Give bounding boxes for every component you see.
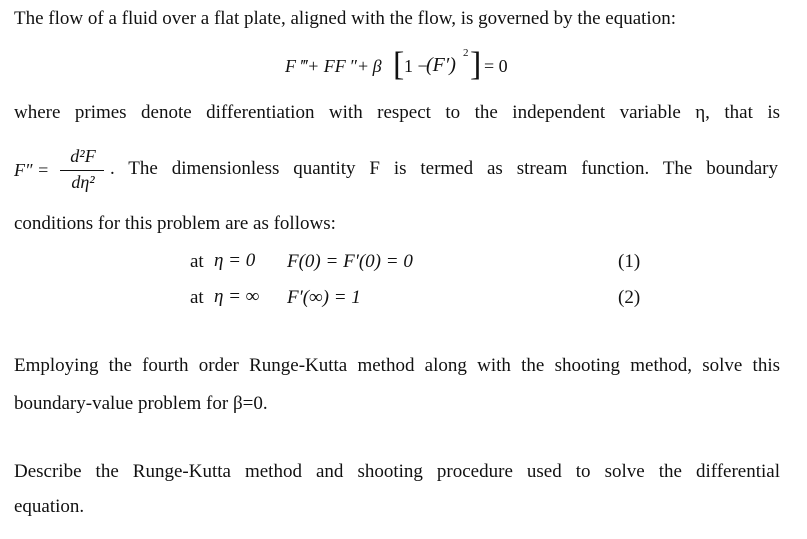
task1-line1: Employing the fourth order Runge-Kutta method along with the shooting method, solve this [14,355,780,376]
bc-number: (2) [618,287,641,308]
task1-line2: boundary-value problem for β=0. [14,393,268,414]
conditions-intro: conditions for this problem are as follows: [14,213,336,234]
task2-line1: Describe the Runge-Kutta method and shooting procedure used to solve the differential [14,461,780,482]
fraction-bar [60,170,104,171]
definition-lhs: F″ = [14,160,50,180]
equation-exponent: 2 [463,47,469,59]
bc-number: (1) [618,251,641,272]
bc-at: at [190,251,204,272]
bc-eta-value: η = 0 [214,250,256,271]
definition-tail: . The dimensionless quantity F is termed as stream function. The boundary [110,158,778,179]
task2-line2: equation. [14,496,85,517]
bc-condition: F′(∞) = 1 [287,287,361,308]
equation-bracket-open: [ [393,46,405,83]
definition-numerator: d²F [70,146,96,166]
equation-rhs: = 0 [484,56,508,76]
equation-f-prime: (F′) [426,54,456,76]
where-text: where primes denote differentiation with respect to the independent variable η, that is [14,102,780,123]
equation-lhs: F ‴+ FF ″+ β [285,56,382,76]
bc-condition: F(0) = F′(0) = 0 [287,251,413,272]
equation-one-minus: 1 − [404,56,428,76]
bc-eta-value: η = ∞ [214,286,260,307]
definition-denominator: dη² [71,172,95,192]
equation-bracket-close: ] [470,46,482,83]
bc-at: at [190,287,204,308]
intro-text: The flow of a fluid over a flat plate, aligned with the flow, is governed by the equation: [14,8,676,29]
